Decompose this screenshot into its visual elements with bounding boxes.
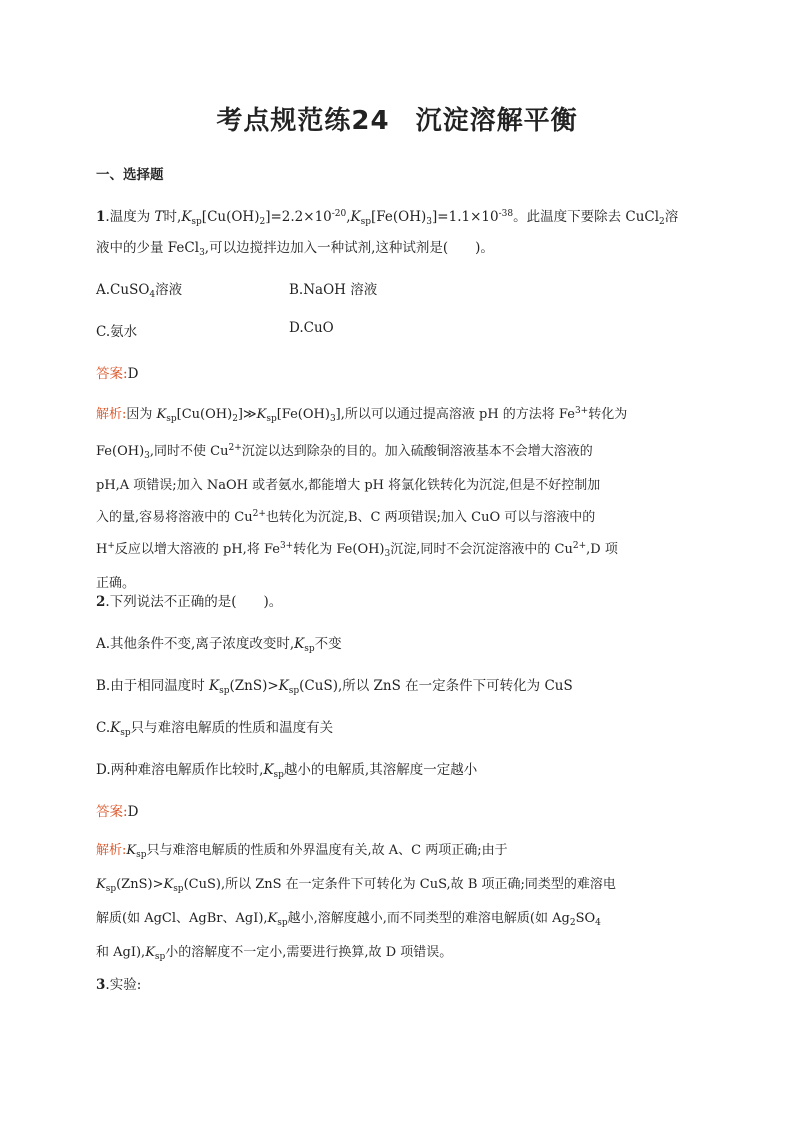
expl-text: 转化为 Fe(OH) bbox=[293, 542, 385, 557]
q2-option-c bbox=[96, 716, 333, 738]
expl-text: 沉淀,同时不会沉淀溶液中的 Cu bbox=[390, 542, 573, 557]
exponent: -38 bbox=[498, 209, 514, 219]
subscript: 2 bbox=[232, 414, 238, 424]
ksp-k: K bbox=[96, 877, 106, 892]
expl-text: Fe(OH) bbox=[96, 444, 145, 459]
q2-option-b bbox=[96, 674, 573, 696]
option-text: 只与难溶电解质的性质和温度有关 bbox=[130, 720, 334, 736]
ksp-sub: sp bbox=[136, 850, 147, 860]
subscript: 2 bbox=[659, 217, 665, 227]
q3-text: .实验: bbox=[105, 977, 142, 993]
q1-text: .温度为 bbox=[105, 209, 155, 225]
ksp-sub: sp bbox=[219, 686, 230, 696]
expl-text: 小的溶解度不一定小,需要进行换算,故 D 项错误。 bbox=[165, 945, 453, 960]
expl-text: ]≫ bbox=[237, 407, 257, 422]
ksp-k: K bbox=[163, 877, 174, 892]
ksp-sub: sp bbox=[154, 952, 166, 962]
option-text: D.两种难溶电解质作比较时, bbox=[96, 762, 264, 778]
ksp-k: K bbox=[256, 407, 267, 422]
q2-stem bbox=[96, 590, 282, 610]
q1-options-row2 bbox=[96, 320, 496, 340]
ksp-k: K bbox=[110, 720, 121, 736]
subscript: 3 bbox=[199, 248, 205, 258]
q1-option-c: C.氨水 bbox=[96, 324, 138, 340]
option-text: A.其他条件不变,离子浓度改变时, bbox=[96, 636, 295, 652]
option-text: 越小的电解质,其溶解度一定越小 bbox=[283, 762, 478, 778]
subscript: 3 bbox=[384, 549, 391, 559]
option-text: B.由于相同温度时 bbox=[96, 678, 210, 694]
subscript: 4 bbox=[149, 290, 156, 300]
q1-options-row1 bbox=[96, 278, 496, 300]
ksp-sub: sp bbox=[105, 884, 117, 894]
explanation-label: 解析 bbox=[96, 407, 123, 422]
answer-value: D bbox=[127, 366, 139, 382]
superscript: 2+ bbox=[572, 541, 587, 551]
ksp-sub: sp bbox=[304, 644, 315, 654]
superscript: + bbox=[107, 541, 115, 551]
expl-text: 因为 bbox=[126, 407, 157, 422]
ksp-sub: sp bbox=[266, 414, 277, 424]
superscript: 2+ bbox=[228, 443, 242, 453]
expl-text: SO bbox=[575, 911, 596, 926]
expl-text: 越小,溶解度越小,而不同类型的难溶电解质(如 Ag bbox=[287, 911, 570, 926]
ksp-sub: sp bbox=[273, 770, 284, 780]
q1-option-b: B.NaOH 溶液 bbox=[289, 282, 378, 298]
q2-number: 2 bbox=[96, 594, 106, 610]
expl-text: [Fe(OH) bbox=[276, 407, 330, 422]
q1-number: 1 bbox=[96, 209, 106, 225]
exponent: -20 bbox=[331, 209, 347, 219]
ksp-k: K bbox=[181, 209, 192, 225]
q1-text: ]=2.2×10 bbox=[265, 209, 332, 225]
superscript: 3+ bbox=[574, 406, 589, 416]
ksp-k: K bbox=[263, 762, 274, 778]
expl-text: 解质(如 AgCl、AgBr、AgI), bbox=[96, 911, 268, 926]
expl-text: 正确。 bbox=[96, 576, 136, 591]
expl-text: ,D 项 bbox=[586, 542, 618, 557]
q3-stem bbox=[96, 973, 141, 993]
q2-answer: 答案:D bbox=[96, 804, 139, 820]
expl-text: H bbox=[96, 542, 108, 557]
ksp-k: K bbox=[145, 945, 155, 960]
ksp-k: K bbox=[126, 843, 137, 858]
q2-text: .下列说法不正确的是( )。 bbox=[105, 594, 283, 610]
answer-label: 答案 bbox=[96, 366, 123, 382]
option-text: A.CuSO bbox=[96, 282, 150, 298]
q1-option-d: D.CuO bbox=[289, 320, 334, 336]
ksp-k: K bbox=[156, 407, 167, 422]
q1-text: ,可以边搅拌边加入一种试剂,这种试剂是( )。 bbox=[204, 240, 494, 256]
q1-text: [Cu(OH) bbox=[201, 209, 260, 225]
superscript: 2+ bbox=[252, 509, 266, 519]
expl-text: 入的量,容易将溶液中的 Cu bbox=[96, 510, 253, 525]
q2-option-d bbox=[96, 758, 477, 780]
expl-text: 只与难溶电解质的性质和外界温度有关,故 A、C 两项正确;由于 bbox=[146, 843, 508, 858]
expl-text: 转化为 bbox=[588, 407, 628, 422]
ksp-k: K bbox=[209, 678, 220, 694]
q3-number: 3 bbox=[96, 977, 106, 993]
page-title bbox=[0, 100, 794, 137]
ksp-k: K bbox=[267, 911, 278, 926]
ksp-sub: sp bbox=[277, 918, 288, 928]
q2-option-a bbox=[96, 632, 342, 654]
ksp-k: K bbox=[294, 636, 305, 652]
ksp-k: K bbox=[350, 209, 361, 225]
option-text: (ZnS)> bbox=[229, 678, 279, 694]
expl-text: 也转化为沉淀,B、C 两项错误;加入 CuO 可以与溶液中的 bbox=[265, 510, 596, 525]
q1-text: 。此温度下要除去 CuCl bbox=[513, 209, 660, 225]
expl-text: (ZnS)> bbox=[116, 877, 164, 892]
q1-answer: 答案:D bbox=[96, 366, 139, 382]
q1-stem-line1 bbox=[96, 205, 678, 227]
option-text: 溶液 bbox=[155, 282, 183, 298]
ksp-sub: sp bbox=[166, 414, 177, 424]
subscript: 2 bbox=[259, 217, 266, 227]
expl-text: 和 AgI), bbox=[96, 945, 146, 960]
expl-text: pH,A 项错误;加入 NaOH 或者氨水,都能增大 pH 将氯化铁转化为沉淀,但是不好控制加 bbox=[96, 478, 601, 493]
subscript: 3 bbox=[144, 451, 150, 461]
title-prefix: 考点规范练 bbox=[216, 106, 352, 136]
ksp-sub: sp bbox=[360, 217, 372, 227]
subscript: 3 bbox=[426, 217, 433, 227]
answer-label: 答案 bbox=[96, 804, 123, 820]
expl-text: [Cu(OH) bbox=[176, 407, 233, 422]
subscript: 4 bbox=[595, 918, 601, 928]
q1-stem-line2 bbox=[96, 236, 494, 258]
ksp-k: K bbox=[278, 678, 289, 694]
q1-text: 溶 bbox=[664, 209, 679, 225]
q2-explanation: 解析$:K_{sp}$只与难溶电解质的性质和外界温度有关,故 A、C 两项正确;由于 $K_{sp}(ZnS)>K_{sp}(CuS)$,所以 ZnS 在一定条件下可转化为 CuS,故 B 项正确;同类型的难溶电 解质(如 AgCl、AgBr、$AgI),K_{sp}$越小,溶解度越小,而不同类型的难溶电解质(如 $Ag_2SO_4$ 和 $AgI),K_{sp}$小的溶解度不一定小,需要进行换算,故 D 项错误。 bbox=[96, 843, 616, 962]
q1-explanation: 解析:因为 $K_{sp}[Cu(OH)_2]≫K_{sp}[Fe(OH)_3]$,所以可以通过提高溶液 pH 的方法将 $Fe^{3+}$转化为 $Fe(OH)_3$,同时不使 $Cu^{2+}$沉淀以达到除杂的目的。加入硫酸铜溶液基本不会增大溶液的 pH,A 项错误;加入 NaOH 或者氨水,都能增大 pH 将氯化铁转化为沉淀,但是不好控制加 入的量,容易将溶液中的 $Cu^{2+}$也转化为沉淀,B、C 两项错误;加入 CuO 可以与溶液中的 H+反应以增大溶液的 pH,将 $Fe^{3+}$转化为 $Fe(OH)_3$沉淀,同时不会沉淀溶液中的 $Cu^{2+},D$ 项 正确。 bbox=[96, 406, 628, 591]
subscript: 2 bbox=[569, 918, 576, 928]
expl-text: 沉淀以达到除杂的目的。加入硫酸铜溶液基本不会增大溶液的 bbox=[241, 444, 593, 459]
expl-text: 反应以增大溶液的 pH,将 Fe bbox=[114, 542, 280, 557]
ksp-sub: sp bbox=[173, 884, 184, 894]
section-heading: 一、选择题 bbox=[96, 167, 164, 183]
superscript: 3+ bbox=[279, 541, 294, 551]
title-topic: 沉淀溶解平衡 bbox=[415, 106, 578, 136]
q1-text: 时, bbox=[163, 209, 182, 225]
title-number: 24 bbox=[351, 106, 390, 136]
option-text: C. bbox=[96, 720, 111, 736]
expl-text: ],所以可以通过提高溶液 pH 的方法将 Fe bbox=[335, 407, 575, 422]
q1-option-a bbox=[96, 282, 182, 298]
ksp-sub: sp bbox=[191, 217, 202, 227]
expl-text: (CuS),所以 ZnS 在一定条件下可转化为 CuS,故 B 项正确;同类型的难溶电 bbox=[183, 877, 616, 892]
q1-text: , bbox=[346, 209, 351, 225]
q1-text: 液中的少量 FeCl bbox=[96, 240, 200, 256]
explanation-label: 解析 bbox=[96, 843, 123, 858]
option-text: 不变 bbox=[314, 636, 342, 652]
q1-text: ]=1.1×10 bbox=[432, 209, 499, 225]
answer-value: D bbox=[127, 804, 139, 820]
ksp-sub: sp bbox=[120, 728, 131, 738]
q1-text: [Fe(OH) bbox=[371, 209, 427, 225]
q1-var-t: T bbox=[154, 209, 164, 225]
ksp-sub: sp bbox=[288, 686, 300, 696]
option-text: (CuS),所以 ZnS 在一定条件下可转化为 CuS bbox=[299, 678, 573, 694]
subscript: 3 bbox=[329, 414, 336, 424]
expl-text: ,同时不使 Cu bbox=[149, 444, 229, 459]
